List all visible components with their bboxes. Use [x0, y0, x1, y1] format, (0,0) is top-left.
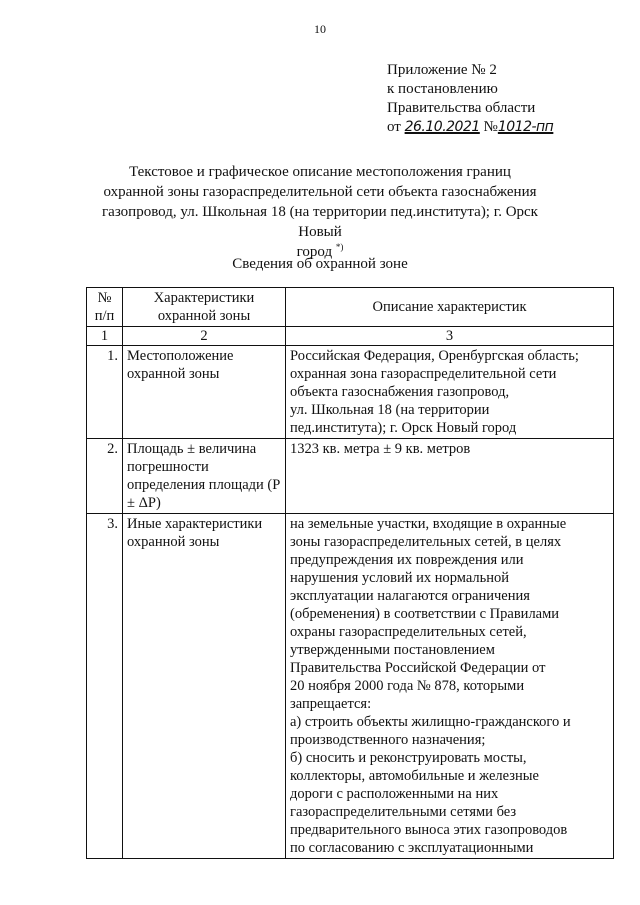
- description-line: запрещается:: [290, 696, 372, 712]
- footnote-mark: *): [335, 242, 344, 252]
- date-prefix: от: [387, 119, 401, 135]
- description-line: пед.института); г. Орск Новый город: [290, 420, 517, 436]
- section-subtitle: Сведения об охранной зоне: [232, 256, 408, 272]
- description-line: предупреждения их повреждения или: [290, 552, 524, 568]
- row-description: [286, 439, 614, 514]
- description-line: дороги с расположенными на них: [290, 786, 499, 802]
- column-number-1: 1: [87, 327, 123, 346]
- description-line: утвержденными постановлением: [290, 642, 495, 658]
- appendix-line-2: к постановлению: [387, 81, 498, 97]
- page-number: 10: [314, 22, 326, 36]
- header-characteristic: Характеристики охранной зоны: [123, 288, 286, 327]
- description-line: предварительного выноса этих газопроводов: [290, 822, 568, 838]
- description-line: б) сносить и реконструировать мосты,: [290, 750, 527, 766]
- description-line: нарушения условий их нормальной: [290, 570, 510, 586]
- description-line: (обременения) в соответствии с Правилами: [290, 606, 560, 622]
- number-prefix: №: [483, 119, 498, 135]
- description-line: газораспределительными сетями без: [290, 804, 517, 820]
- column-number-row: [87, 327, 614, 346]
- description-line: Правительства Российской Федерации от: [290, 660, 546, 676]
- description-line: эксплуатации налагаются ограничения: [290, 588, 530, 604]
- row-description: [286, 346, 614, 439]
- row-characteristic: Местоположение охранной зоны: [123, 346, 286, 439]
- header-number: № п/п: [87, 288, 123, 327]
- description-line: 20 ноября 2000 года № 878, которыми: [290, 678, 525, 694]
- zone-info-table: [86, 287, 614, 859]
- title-line-1: Текстовое и графическое описание местоположения границ: [129, 164, 511, 180]
- table-header-row: [87, 288, 614, 327]
- appendix-line-3: Правительства области: [387, 100, 536, 116]
- row-characteristic: Площадь ± величина погрешности определения площади (P ± ΔP): [123, 439, 286, 514]
- description-line: объекта газоснабжения газопровод,: [290, 384, 510, 400]
- table-row: [87, 346, 614, 439]
- description-line: Российская Федерация, Оренбургская область;: [290, 348, 579, 364]
- title-line-2: охранной зоны газораспределительной сети объекта газоснабжения: [103, 184, 537, 200]
- row-characteristic: Иные характеристики охранной зоны: [123, 514, 286, 859]
- column-number-2: 2: [123, 327, 286, 346]
- column-number-3: 3: [286, 327, 614, 346]
- row-number: 2.: [87, 439, 123, 514]
- handwritten-date: 26.10.2021: [404, 119, 480, 135]
- table-row: [87, 514, 614, 859]
- description-line: на земельные участки, входящие в охранные: [290, 516, 567, 532]
- description-line: производственного назначения;: [290, 732, 486, 748]
- appendix-date-line: [387, 118, 553, 137]
- description-line: ул. Школьная 18 (на территории: [290, 402, 490, 418]
- description-line: 1323 кв. метра ± 9 кв. метров: [290, 441, 471, 457]
- appendix-block: [387, 61, 553, 137]
- header-description: Описание характеристик: [286, 288, 614, 327]
- row-description: [286, 514, 614, 859]
- appendix-line-1: Приложение № 2: [387, 62, 497, 78]
- handwritten-number: 1012-пп: [497, 119, 554, 135]
- title-line-4: город: [296, 244, 333, 260]
- description-line: по согласованию с эксплуатационными: [290, 840, 534, 856]
- description-line: а) строить объекты жилищно-гражданского и: [290, 714, 571, 730]
- description-line: охранная зона газораспределительной сети: [290, 366, 557, 382]
- title-line-3: газопровод, ул. Школьная 18 (на территории пед.института); г. Орск Новый: [102, 204, 538, 240]
- row-number: 3.: [87, 514, 123, 859]
- description-line: коллекторы, автомобильные и железные: [290, 768, 539, 784]
- table-row: [87, 439, 614, 514]
- document-title: [80, 162, 560, 262]
- description-line: охраны газораспределительных сетей,: [290, 624, 527, 640]
- row-number: 1.: [87, 346, 123, 439]
- description-line: зоны газораспределительных сетей, в целях: [290, 534, 562, 550]
